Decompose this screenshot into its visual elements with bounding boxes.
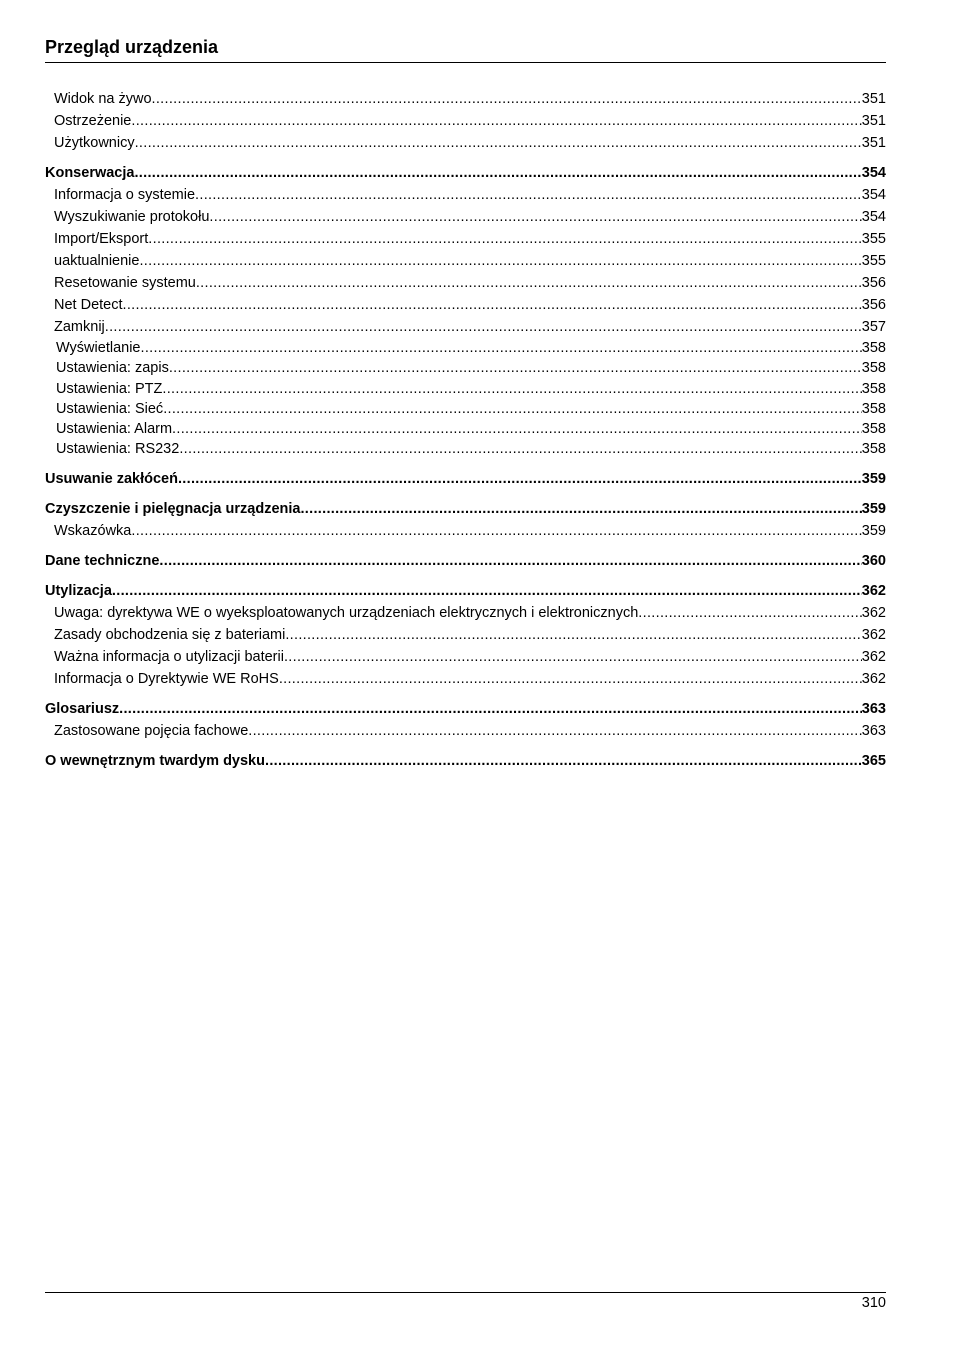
toc-entry-page-number: 362 <box>861 648 886 665</box>
toc-section-entry[interactable] <box>45 399 886 419</box>
toc-entry-label: uaktualnienie <box>54 253 140 269</box>
toc-entry-label: Uwaga: dyrektywa WE o wyeksploatowanych urządzeniach elektrycznych i elektronicznych <box>54 604 639 621</box>
toc-entry-label: Wyświetlanie <box>56 340 141 356</box>
toc-dot-leader <box>284 646 862 668</box>
toc-dot-leader <box>179 439 861 459</box>
toc-chapter-entry[interactable] <box>45 550 886 572</box>
toc-section-entry[interactable] <box>45 250 886 272</box>
toc-section-entry[interactable] <box>45 624 886 646</box>
toc-section-entry[interactable] <box>45 206 886 228</box>
toc-entry-label: Ustawienia: PTZ <box>56 380 163 397</box>
toc-dot-leader <box>638 602 862 624</box>
page-number: 310 <box>861 1295 886 1311</box>
toc-section-entry[interactable] <box>45 272 886 294</box>
toc-entry-page-number: 359 <box>861 470 886 487</box>
toc-entry-page-number: 363 <box>861 700 886 717</box>
toc-dot-leader <box>300 498 861 520</box>
toc-entry-label: Zasady obchodzenia się z bateriami <box>54 626 286 643</box>
toc-section-entry[interactable] <box>45 720 886 742</box>
toc-entry-label: Usuwanie zakłóceń <box>45 470 178 487</box>
toc-entry-label: Zamknij <box>54 319 105 335</box>
toc-entry-page-number: 360 <box>861 552 886 569</box>
header-divider <box>45 62 886 63</box>
toc-entry-page-number: 358 <box>861 441 886 458</box>
toc-section-entry[interactable] <box>45 419 886 439</box>
toc-dot-leader <box>135 132 862 154</box>
page-title: Przegląd urządzenia <box>45 37 219 57</box>
toc-entry-label: Użytkownicy <box>54 135 135 151</box>
toc-dot-leader <box>134 162 861 184</box>
toc-section-entry[interactable] <box>45 88 886 110</box>
toc-section-entry[interactable] <box>45 294 886 316</box>
toc-section-entry[interactable] <box>45 602 886 624</box>
toc-entry-page-number: 362 <box>861 604 886 621</box>
toc-dot-leader <box>285 624 861 646</box>
toc-dot-leader <box>196 272 862 294</box>
toc-entry-label: Import/Eksport <box>54 231 149 247</box>
toc-entry-label: Widok na żywo <box>54 91 152 107</box>
toc-chapter-entry[interactable] <box>45 498 886 520</box>
toc-entry-label: Ważna informacja o utylizacji baterii <box>54 648 284 665</box>
toc-entry-page-number: 351 <box>861 91 886 107</box>
toc-entry-label: Resetowanie systemu <box>54 275 196 291</box>
toc-entry-page-number: 356 <box>861 275 886 291</box>
toc-dot-leader <box>248 720 862 742</box>
toc-entry-label: Wskazówka <box>54 522 132 539</box>
toc-dot-leader <box>131 110 861 132</box>
toc-section-entry[interactable] <box>45 228 886 250</box>
toc-entry-page-number: 354 <box>861 165 886 181</box>
toc-dot-leader <box>159 550 861 572</box>
toc-dot-leader <box>105 316 862 338</box>
toc-entry-label: Utylizacja <box>45 582 112 599</box>
toc-dot-leader <box>172 419 862 439</box>
toc-entry-page-number: 363 <box>861 722 886 739</box>
toc-entry-page-number: 358 <box>861 380 886 397</box>
toc-entry-page-number: 362 <box>861 582 886 599</box>
toc-dot-leader <box>178 468 862 490</box>
toc-entry-page-number: 362 <box>861 626 886 643</box>
toc-dot-leader <box>209 206 861 228</box>
toc-entry-page-number: 359 <box>861 500 886 517</box>
toc-section-entry[interactable] <box>45 439 886 459</box>
toc-entry-label: Ostrzeżenie <box>54 113 132 129</box>
toc-entry-label: Czyszczenie i pielęgnacja urządzenia <box>45 500 301 517</box>
table-of-contents <box>45 88 886 772</box>
toc-section-entry[interactable] <box>45 646 886 668</box>
toc-chapter-entry[interactable] <box>45 698 886 720</box>
toc-entry-page-number: 365 <box>861 752 886 769</box>
toc-entry-label: Ustawienia: RS232 <box>56 441 180 458</box>
toc-section-entry[interactable] <box>45 338 886 358</box>
footer-divider <box>45 1292 886 1293</box>
toc-dot-leader <box>140 338 861 358</box>
toc-entry-label: Net Detect <box>54 297 123 313</box>
toc-entry-label: Wyszukiwanie protokołu <box>54 209 210 225</box>
toc-dot-leader <box>169 358 862 378</box>
toc-section-entry[interactable] <box>45 110 886 132</box>
toc-entry-label: Ustawienia: Sieć <box>56 400 164 417</box>
toc-section-entry[interactable] <box>45 358 886 378</box>
toc-section-entry[interactable] <box>45 184 886 206</box>
toc-entry-label: Ustawienia: Alarm <box>56 421 173 438</box>
toc-entry-label: Glosariusz <box>45 700 120 717</box>
toc-entry-label: Ustawienia: zapis <box>56 360 169 377</box>
toc-entry-label: Dane techniczne <box>45 552 160 569</box>
toc-entry-label: Zastosowane pojęcia fachowe <box>54 722 249 739</box>
toc-section-entry[interactable] <box>45 132 886 154</box>
toc-entry-page-number: 355 <box>861 253 886 269</box>
toc-entry-page-number: 358 <box>861 400 886 417</box>
toc-section-entry[interactable] <box>45 520 886 542</box>
toc-dot-leader <box>123 294 862 316</box>
toc-entry-label: Konserwacja <box>45 165 135 181</box>
toc-entry-page-number: 358 <box>861 340 886 356</box>
toc-dot-leader <box>162 379 861 399</box>
toc-entry-page-number: 358 <box>861 421 886 438</box>
toc-entry-label: O wewnętrznym twardym dysku <box>45 752 265 769</box>
toc-entry-page-number: 356 <box>861 297 886 313</box>
toc-dot-leader <box>112 580 862 602</box>
toc-dot-leader <box>195 184 862 206</box>
toc-entry-page-number: 357 <box>861 319 886 335</box>
toc-dot-leader <box>279 668 862 690</box>
toc-entry-page-number: 362 <box>861 670 886 687</box>
toc-section-entry[interactable] <box>45 379 886 399</box>
toc-entry-page-number: 355 <box>861 231 886 247</box>
toc-dot-leader <box>265 750 862 772</box>
toc-section-entry[interactable] <box>45 316 886 338</box>
toc-chapter-entry[interactable] <box>45 750 886 772</box>
toc-entry-page-number: 351 <box>861 135 886 151</box>
toc-chapter-entry[interactable] <box>45 468 886 490</box>
toc-entry-page-number: 351 <box>861 113 886 129</box>
toc-dot-leader <box>152 88 862 110</box>
toc-chapter-entry[interactable] <box>45 162 886 184</box>
toc-dot-leader <box>163 399 862 419</box>
toc-dot-leader <box>131 520 861 542</box>
toc-chapter-entry[interactable] <box>45 580 886 602</box>
toc-entry-label: Informacja o systemie <box>54 187 196 203</box>
toc-section-entry[interactable] <box>45 668 886 690</box>
toc-dot-leader <box>119 698 862 720</box>
toc-entry-page-number: 359 <box>861 522 886 539</box>
toc-dot-leader <box>139 250 861 272</box>
toc-entry-page-number: 354 <box>861 209 886 225</box>
toc-entry-page-number: 358 <box>861 360 886 377</box>
toc-dot-leader <box>148 228 862 250</box>
toc-entry-page-number: 354 <box>861 187 886 203</box>
toc-entry-label: Informacja o Dyrektywie WE RoHS <box>54 670 279 687</box>
